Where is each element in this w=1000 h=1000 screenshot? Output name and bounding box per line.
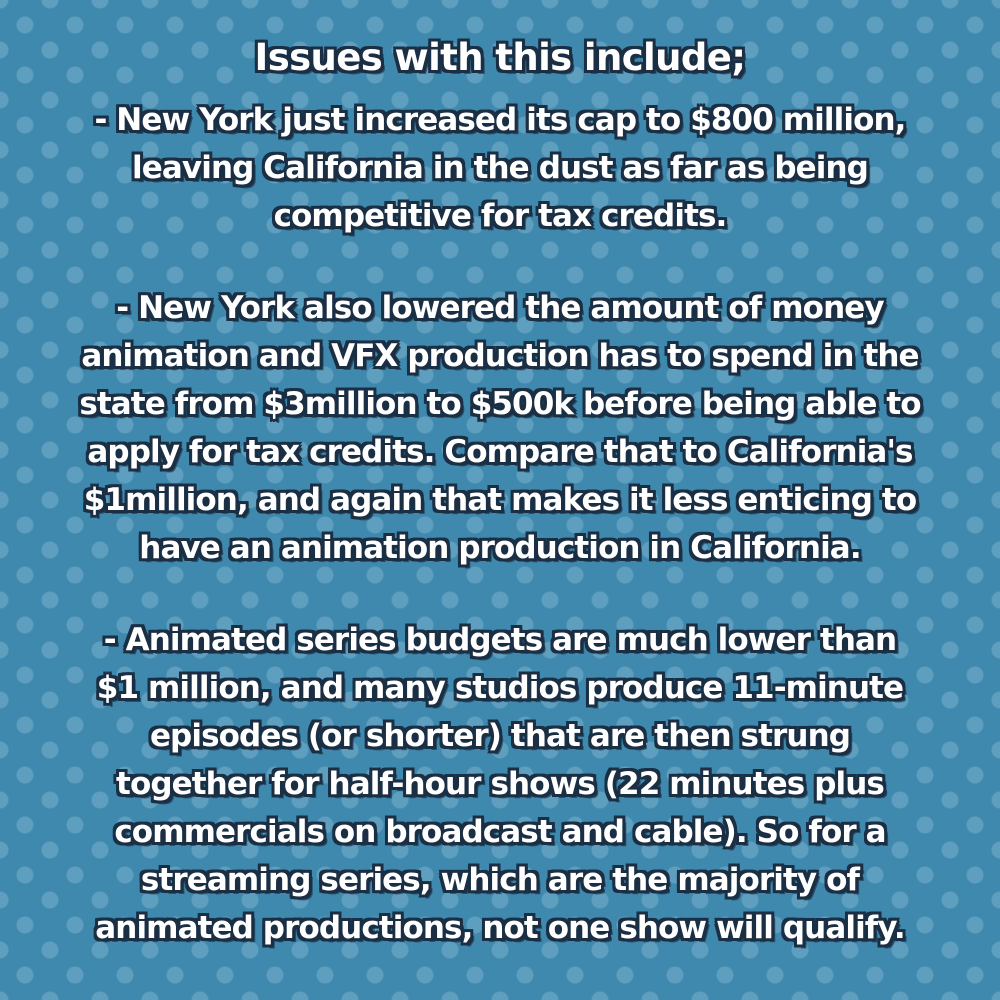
text-line: state from $3million to $500k before being able to [79,386,921,422]
text-line: animation and VFX production has to spend in the [81,338,919,374]
text-line: have an animation production in California. [139,530,861,566]
text-line: leaving California in the dust as far as being [132,150,868,186]
text-line: $1 million, and many studios produce 11-minute [96,670,904,706]
text-line: apply for tax credits. Compare that to California's [87,434,913,470]
text-line: - New York just increased its cap to $800 million, [94,102,906,138]
text-line: episodes (or shorter) that are then strung [149,718,851,754]
text-line: competitive for tax credits. [273,198,727,234]
text-line: commercials on broadcast and cable). So for a [114,814,886,850]
text-line: animated productions, not one show will qualify. [95,910,905,946]
text-line: $1million, and again that makes it less enticing to [83,482,917,518]
text-line: - Animated series budgets are much lower than [103,622,897,658]
text-line: together for half-hour shows (22 minutes plus [116,766,884,802]
bullet-point [30,96,970,240]
bullet-point [30,284,970,572]
bullet-point [30,616,970,952]
text-line: streaming series, which are the majority of [140,862,860,898]
heading: Issues with this include; [254,36,746,79]
text-line: - New York also lowered the amount of money [116,290,884,326]
